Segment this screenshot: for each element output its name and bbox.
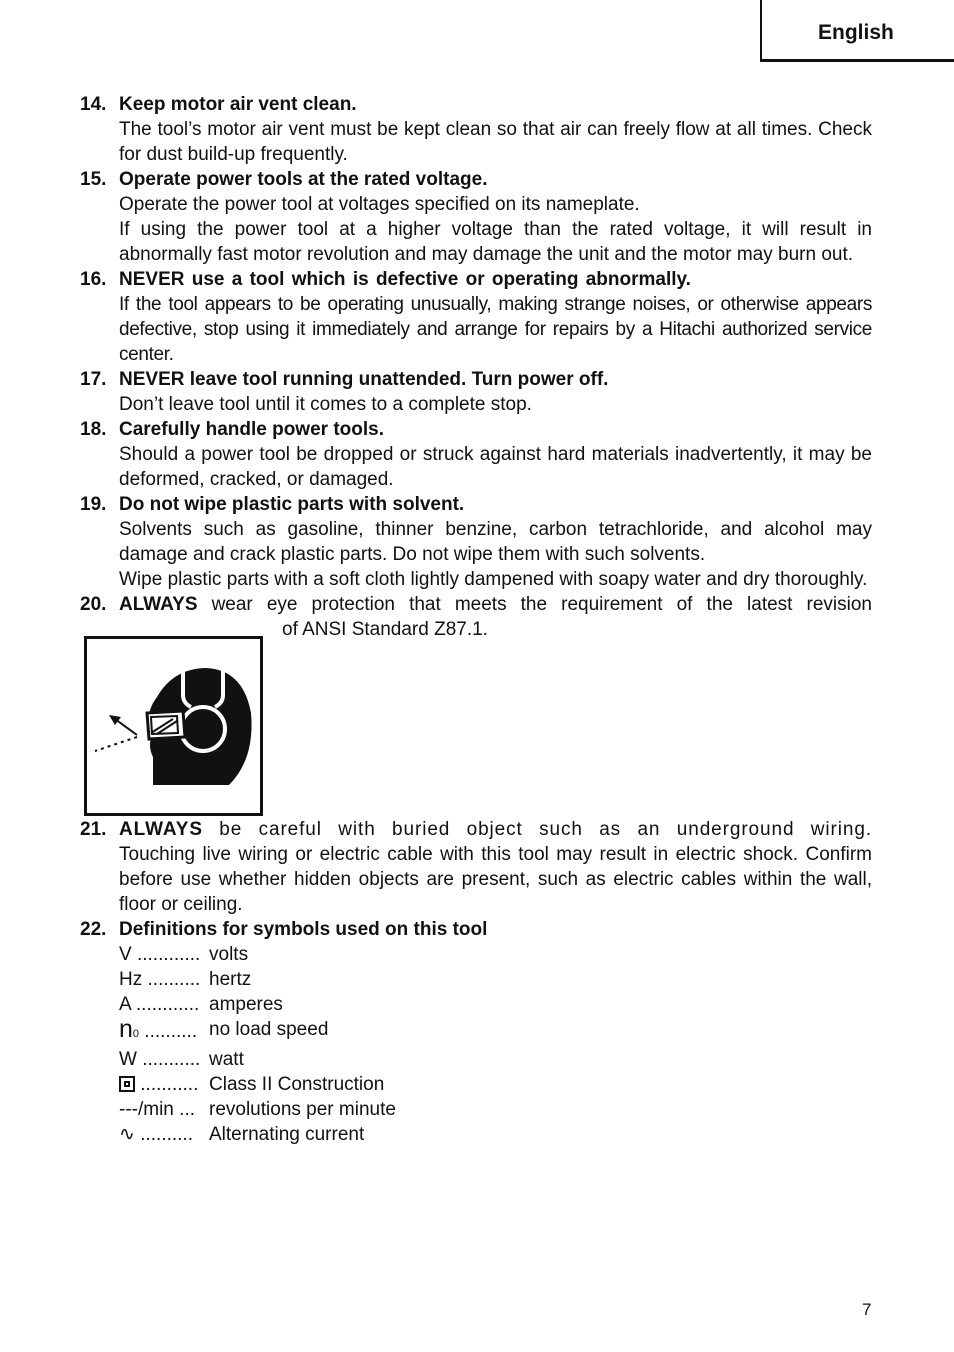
item-text: Solvents such as gasoline, thinner benzine, carbon tetrachloride, and alcohol may damage and crack plastic parts. Do not wipe them with such solvents.	[119, 519, 872, 565]
item-text: If using the power tool at a higher voltage than the rated voltage, it will result in abnormally fast motor revolution and may damage the unit and the motor may burn out.	[119, 219, 872, 265]
item-17: 17. NEVER leave tool running unattended. Turn power off. Don’t leave tool until it comes to a complete stop.	[80, 367, 872, 417]
item-title: Carefully handle power tools.	[119, 419, 384, 440]
ansi-standard-text: of ANSI Standard Z87.1.	[282, 619, 488, 640]
item-title: Definitions for symbols used on this tool	[119, 919, 488, 940]
symbol-row: n0 .......... no load speed	[119, 1017, 329, 1043]
item-15: 15. Operate power tools at the rated voltage. Operate the power tool at voltages specified on its nameplate. If using the power tool at a higher voltage than the rated voltage, it will result in abnormally fast motor revolution and may damage the unit and the motor may burn out.	[80, 169, 872, 265]
eye-protection-icon	[84, 636, 263, 816]
class-ii-icon	[119, 1076, 135, 1092]
symbol-row: W ........... watt	[119, 1049, 244, 1070]
safety-instructions	[80, 92, 872, 1147]
item-text: Operate the power tool at voltages specified on its nameplate.	[119, 194, 640, 215]
language-label: English	[818, 21, 894, 44]
item-text: If the tool appears to be operating unusually, making strange noises, or otherwise appears defective, stop using it immediately and arrange for repairs by a Hitachi authorized service center.	[119, 294, 872, 365]
item-22: 22. Definitions for symbols used on this tool V ............ volts Hz .......... hertz A ............ amperes n0 .......... no load speed W ........... watt ........... Class II Construction ---/min ... revolutions per minute ∿ .......... Alternating current	[80, 917, 872, 1147]
item-text: Wipe plastic parts with a soft cloth lightly dampened with soapy water and dry thoroughly.	[119, 569, 868, 590]
eye-protection-figure	[119, 617, 872, 817]
item-title: NEVER use a tool which is defective or operating abnormally.	[119, 269, 691, 290]
item-21: 21. ALWAYS be careful with buried object such as an underground wiring. Touching live wiring or electric cable with this tool may result in electric shock. Confirm before use whether hidden objects are present, such as electric cables within the wall, floor or ceiling.	[80, 819, 872, 915]
symbol-row: ........... Class II Construction	[119, 1072, 872, 1097]
item-20: 20. ALWAYS wear eye protection that meets the requirement of the latest revision of ANSI Standard Z87.1.	[80, 592, 872, 817]
item-title: NEVER leave tool running unattended. Turn power off.	[119, 369, 609, 390]
item-text: Don’t leave tool until it comes to a complete stop.	[119, 394, 532, 415]
symbol-watt: W	[119, 1049, 137, 1070]
always-label: ALWAYS	[119, 819, 203, 840]
item-text: Should a power tool be dropped or struck against hard materials inadvertently, it may be deformed, cracked, or damaged.	[119, 444, 872, 490]
always-label: ALWAYS	[119, 594, 198, 615]
symbol-amperes: A	[119, 994, 131, 1015]
symbol-row: Hz .......... hertz	[119, 969, 252, 990]
item-19: 19. Do not wipe plastic parts with solvent. Solvents such as gasoline, thinner benzine, carbon tetrachloride, and alcohol may damage and crack plastic parts. Do not wipe them with such solvents. Wipe plastic parts with a soft cloth lightly dampened with soapy water and dry thoroughly.	[80, 494, 872, 590]
symbol-hertz: Hz	[119, 969, 143, 990]
symbol-row: V ............ volts	[119, 944, 249, 965]
item-title: Do not wipe plastic parts with solvent.	[119, 494, 465, 515]
symbol-volts: V	[119, 944, 132, 965]
symbol-definitions	[119, 942, 872, 1147]
language-tab	[760, 0, 954, 62]
symbol-row: ∿ .......... Alternating current	[119, 1124, 365, 1145]
symbol-row: ---/min ... revolutions per minute	[119, 1099, 396, 1120]
item-text: Touching live wiring or electric cable with this tool may result in electric shock. Confirm before use whether hidden objects are present, such as electric cables within the wall, floor or ceiling.	[119, 844, 872, 915]
item-18: 18. Carefully handle power tools. Should a power tool be dropped or struck against hard materials inadvertently, it may be deformed, cracked, or damaged.	[80, 419, 872, 490]
symbol-row: A ............ amperes	[119, 994, 283, 1015]
symbol-per-minute: ---/min	[119, 1099, 174, 1120]
item-text: ALWAYS wear eye protection that meets the requirement of the latest revision	[119, 594, 872, 615]
item-16: 16. NEVER use a tool which is defective or operating abnormally. If the tool appears to be operating unusually, making strange noises, or otherwise appears defective, stop using it immediately and arrange for repairs by a Hitachi authorized service center.	[80, 269, 872, 365]
item-text: The tool’s motor air vent must be kept clean so that air can freely flow at all times. Check for dust build-up frequently.	[119, 119, 872, 165]
page-number: 7	[862, 1300, 872, 1319]
item-title: Operate power tools at the rated voltage.	[119, 169, 488, 190]
symbol-no-load-speed: n	[119, 1017, 133, 1043]
item-14: 14. Keep motor air vent clean. The tool’s motor air vent must be kept clean so that air can freely flow at all times. Check for dust build-up frequently.	[80, 94, 872, 165]
item-title: Keep motor air vent clean.	[119, 94, 357, 115]
alternating-current-icon: ∿	[119, 1124, 135, 1145]
item-text: ALWAYS be careful with buried object such as an underground wiring.	[119, 819, 872, 840]
